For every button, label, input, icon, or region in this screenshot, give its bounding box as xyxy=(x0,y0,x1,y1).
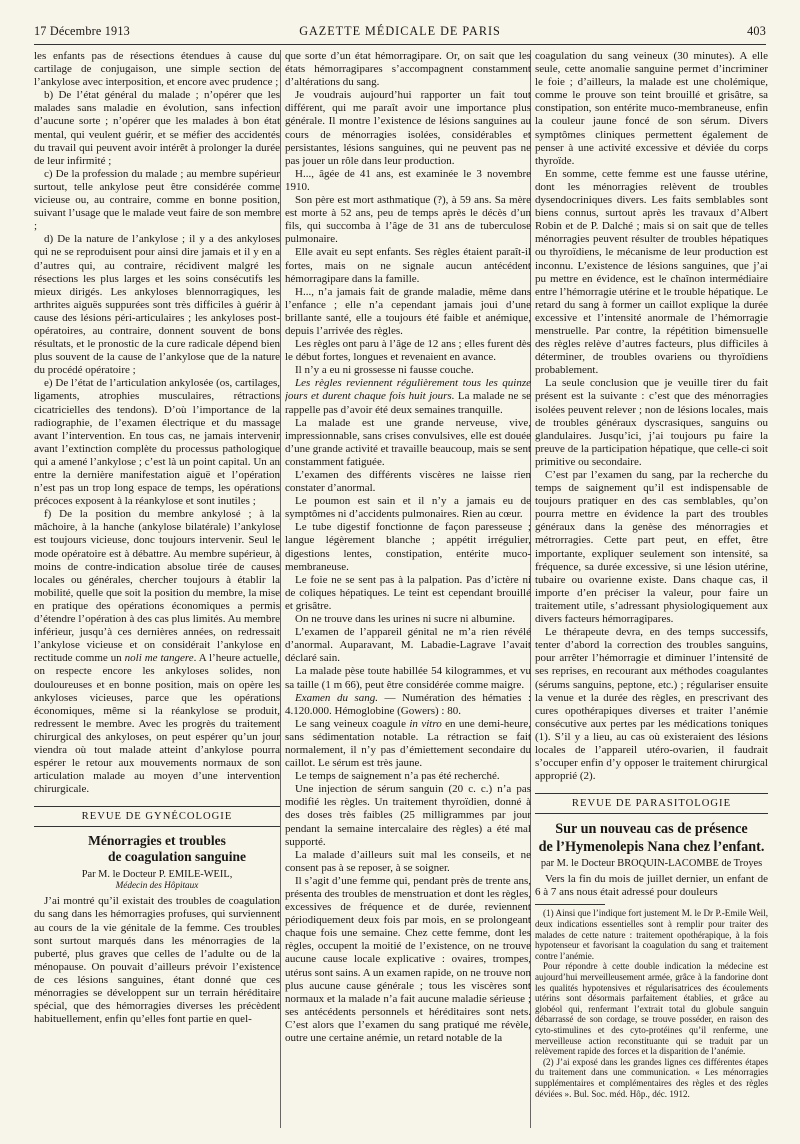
paragraph xyxy=(34,508,280,796)
paragraph: Je voudrais aujourd’hui rapporter un fait tout différent, qui me paraît avoir une importance plus générale. Il montre l’existence de lésions sanguines au cours de ménorragies isolées, considérables et persistantes, lésions sanguines, qui ne peuvent pas ne pas jouer un rôle dans leur production. xyxy=(285,89,531,167)
text-run: en une demi-heure, sans sédimentation notable. La rétraction se fait normalement, il n’y pas d’émiettement secondaire du caillot. Le sérum est très jaune. xyxy=(285,717,531,770)
paragraph: Le poumon est sain et il n’y a jamais eu de symptômes ni d’accidents pulmonaires. Rien au cœur. xyxy=(285,495,531,521)
paragraph: que sorte d’un état hémorragipare. Or, on sait que les états hémorragipares s’accompagnent constamment d’altérations du sang. xyxy=(285,50,531,89)
paragraph: Le temps de saignement n’a pas été recherché. xyxy=(295,770,500,783)
text-run: f) De la position du membre ankylosé ; à la mâchoire, à la hanche (ankylose bilatérale) l’ankylose est toujours vicieuse, donc toujours intervenir. Seul le mode opératoire est à débattre. Au membre supérieur, à moins de contre-indication absolue tirée de causes locales ou générales, chercher toujours à établir la mobilité, quelle que soit la position du membre, la mise en pratique des opérations économiques a permis d’étendre l’opération à des cas plus limités. Au membre inférieur, jusqu’à ces dernières années, on redressait l’ankylose vicieuse et on considérait l’ankylose en rectitude comme un xyxy=(34,508,280,665)
header-journal-title: GAZETTE MÉDICALE DE PARIS xyxy=(299,24,501,38)
paragraph: b) De l’état général du malade ; n’opérer que les malades sans maladie en évolution, sans infection d’aucune sorte ; n’opérer que les malades à bon état mental, qui veulent guérir, et se méfier des accidentés du travail qui peuvent avoir intérêt à prolonger la durée de leur infirmité ; xyxy=(34,89,280,167)
column-divider xyxy=(280,50,281,1128)
paragraph: La seule conclusion que je veuille tirer du fait présent est la suivante : c’est que des ménorragies isolées peuvent relever ; non de lésions locales, mais de troubles généraux dyscrasiques, sanguins ou glandulaires. Jusqu’ici, j’ai toujours pu faire la preuve de la participation hépatique, que celle-ci soit primitive ou secondaire. xyxy=(535,377,768,468)
header-date: 17 Décembre 1913 xyxy=(34,24,130,38)
header-page-number: 403 xyxy=(747,24,766,38)
paragraph: Le thérapeute devra, en des temps successifs, tenter d’abord la correction des troubles sanguins, pour arrêter l’hémorragie et diminuer l’intensité de ses reprises, en recourant aux méthodes coagulantes (sérums sanguins, peptone, etc.) ; régulariser ensuite la venue et la durée des règles, en prescrivant des cures opothérapiques diverses et traiter l’anémie consécutive aux pertes par les médications toniques (1). S’il y a lieu, au cas où existeraient des lésions locales de l’appareil utéro-ovarien, il faudrait s’occuper enfin d’y opposer le traitement chirurgical approprié (2). xyxy=(535,626,768,783)
paragraph: La malade d’ailleurs suit mal les conseils, et ne consent pas à se reposer, à se soigner. xyxy=(285,848,531,874)
article-title: Sur un nouveau cas de présence xyxy=(555,821,748,838)
article-byline: par M. le Docteur BROQUIN-LACOMBE de Troyes xyxy=(540,858,763,870)
article-title: Ménorragies et troubles xyxy=(88,833,226,849)
paragraph: La malade pèse toute habillée 54 kilogrammes, et vu sa taille (1 m 66), peut être considérée comme maigre. xyxy=(285,665,531,691)
paragraph: Une injection de sérum sanguin (20 c. c.) n’a pas modifié les règles. Un traitement thyroïdien, donné à des doses très faibles (25 milligrammes par jour pendant la semaine intercalaire des règles) a été mal supporté. xyxy=(285,783,531,848)
author-affiliation: Médecin des Hôpitaux xyxy=(115,880,199,891)
paragraph: Il s’agit d’une femme qui, pendant près de trente ans, présenta des troubles de menstruation et dont les règles, excessives de fréquence et de durée, reviennent périodiquement deux fois par mois, en se prolongeant chaque fois une semaine. Chez cette femme, dont les règles, occupent la moitié de l’existence, on ne trouve aucune cause locale explicative : ovaires, trompes, utérus sont sains. A un examen rapide, on ne trouve non plus aucune cause générale ; tous les viscères sont normaux et la malade n’a fait aucune maladie sérieuse ; ses antécédents personnels et héréditaires sont nets. C’est alors que l’examen du sang pratiqué me révèle, outre une certaine anémie, un retard notable de la xyxy=(285,874,531,1045)
section-heading-gynecologie: REVUE DE GYNÉCOLOGIE xyxy=(34,806,280,827)
paragraph xyxy=(285,377,531,416)
footnote-rule xyxy=(535,904,605,905)
text-run: La malade ne se rappelle pas d’avoir été deux semaines tranquille. xyxy=(285,390,531,416)
text-run-italic: in vitro xyxy=(409,717,442,730)
paragraph: c) De la profession du malade ; au membre supérieur surtout, telle ankylose peut être considérée comme vicieuse ou, au contraire, comme en bonne position, suivant l’usage que le malade veut faire de son membre ; xyxy=(34,167,280,233)
paragraph: Le tube digestif fonctionne de façon paresseuse ; langue légèrement blanche ; appétit irrégulier, digestions lentes, constipation, entérite muco-membraneuse. xyxy=(285,521,531,573)
paragraph: Son père est mort asthmatique (?), à 59 ans. Sa mère est morte à 52 ans, peu de temps après le décès d’un fils, qui succomba à l’âge de 31 ans de tuberculose pulmonaire. xyxy=(285,194,531,246)
text-run-italic: Les règles reviennent régulièrement tous les quinze jours et durent chaque fois huit jours. xyxy=(285,377,531,403)
paragraph: C’est par l’examen du sang, par la recherche du temps de saignement qu’il est indispensable de toujours pratiquer en des cas semblables, qu’on pourra mettre en évidence la part des troubles généraux dans la genèse des ménorragies et métrorragies. Cette part peut, en effet, être importante, expliquer seulement son intensité, sa fréquence, sa durée excessive, si une lésion utérine, tubaire ou ovarienne existe. Dans chaque cas, il importe d’en préciser la valeur, pour faire un traitement utile, s’adressant physiologiquement aux divers facteurs hémorragipares. xyxy=(535,469,768,626)
paragraph: Il n’y a eu ni grossesse ni fausse couche. xyxy=(295,364,474,377)
paragraph: Vers la fin du mois de juillet dernier, un enfant de 6 à 7 ans nous était adressé pour douleurs xyxy=(535,873,768,899)
paragraph xyxy=(285,692,531,718)
paragraph: H..., n’a jamais fait de grande maladie, même dans l’enfance ; elle n’a cependant jamais joui d’une brillante santé, elle a toujours été faible et anémique, depuis l’arrivée des règles. xyxy=(285,285,531,337)
paragraph: L’examen des différents viscères ne laisse rien constater d’anormal. xyxy=(285,469,531,495)
text-run: Le sang veineux coagule xyxy=(295,717,410,730)
paragraph: les enfants pas de résections étendues à cause du cartilage de conjugaison, une simple section de l’ankylose avec interposition, et encore avec prudence ; xyxy=(34,50,280,89)
paragraph: H..., âgée de 41 ans, est examinée le 3 novembre 1910. xyxy=(285,167,531,193)
paragraph: Elle avait eu sept enfants. Ses règles étaient paraît-il fortes, mais on ne signale aucun antécédent hémorragipare dans la famille. xyxy=(285,246,531,285)
column-middle xyxy=(285,50,531,1128)
paragraph: d) De la nature de l’ankylose ; il y a des ankyloses qui ne se reproduisent pour ainsi dire jamais et il y en a d’autres qui, au contraire, récidivent malgré les résections les plus larges et les soins consécutifs les mieux dirigés. Les ankyloses blennorragiques, les arthrites aiguës suppurées sont très difficiles à guérir à cause des lésions péri-articulaires ; les ankyloses post-opératoires, au contraire, donnent souvent de bons résultats, et le pronostic de la cure radicale dépend bien plus souvent de la cause de l’ankylose que de la nature du procédé opératoire ; xyxy=(34,233,280,377)
article-title-line2: de coagulation sanguine xyxy=(107,849,247,865)
paragraph xyxy=(285,718,531,770)
paragraph: Les règles ont paru à l’âge de 12 ans ; elles furent dès le début fortes, longues et revenaient en avance. xyxy=(285,338,531,364)
footnote-2: (2) J’ai exposé dans les grandes lignes ces différentes étapes du traitement dans une communication. « Les ménorragies supplémentaires et complémentaires des règles et des règles déviées ». Bul. Soc. méd. Hôp., déc. 1912. xyxy=(535,1056,768,1099)
text-run-italic: noli me tangere xyxy=(124,652,194,665)
section-heading-parasitologie: REVUE DE PARASITOLOGIE xyxy=(535,793,768,814)
text-run: . A l’heure actuelle, on respecte encore les ankyloses solides, non douloureuses et en bonne position, mais on opère les ankyloses vicieuses, parce que les opérations économiques, même si la réankylose se produit, redressent le membre. Avec les progrès du traitement chirurgical des ankyloses, on peut espérer qu’un jour viendra où tout malade atteint d’ankylose pourra espérer le retour aux mouvements normaux de son articulation malade au moyen d’une intervention chirurgicale. xyxy=(34,652,280,796)
footnote-1: (1) Ainsi que l’indique fort justement M. le Dr P.-Emile Weil, deux indications essentielles sont à remplir pour traiter des malades de cette nature : traitement opothérapique, à la fois hypotenseur et favorisant la coagulation du sang et traitement contre l’anémie. xyxy=(535,908,768,961)
paragraph: Le foie ne se sent pas à la palpation. Pas d’ictère ni de coliques hépatiques. Le teint est cependant brouillé et grisâtre. xyxy=(285,573,531,612)
paragraph: coagulation du sang veineux (30 minutes). A elle seule, cette anomalie sanguine permet d’incriminer le foie ; d’ailleurs, la malade est une cholémique, comme le prouve son teint brouillé et grisâtre, sa constipation, son entérite muco-membraneuse, enfin la couleur jaune foncé de son sérum. Divers symptômes cliniques permettent également de penser à une activité excessive et déviée du corps thyroïde. xyxy=(535,50,768,167)
paragraph: L’examen de l’appareil génital ne m’a rien révélé d’anormal. Auparavant, M. Labadie-Lagrave l’avait déclaré sain. xyxy=(285,626,531,665)
paragraph: En somme, cette femme est une fausse utérine, dont les ménorragies relèvent de troubles dysendocriniques divers. Les faits semblables sont biens connus, surtout après les travaux d’Albert Robin et de P. Dalché ; mais si on sait que de telles ménorragies peuvent résulter de troubles hépatiques ou thyroïdiens, le mécanisme de leur production est inconnu. L’existence de lésions sanguines, que j’ai pu mettre en évidence, est le chaînon intermédiaire entre l’hémorragie utérine et le trouble hépatique. Le retard du sang à former un caillot explique la durée excessive et l’intensité anormale de l’hémorragie menstruelle. Par contre, la répétition bimensuelle des règles relève d’autres facteurs, plus difficiles à déterminer, de troubles ovariens ou thyroïdiens probablement. xyxy=(535,167,768,377)
paragraph: e) De l’état de l’articulation ankylosée (os, cartilages, ligaments, atrophies musculaires, rétractions cicatricielles des tendons). D’où l’importance de la radiographie, de l’examen électrique et du massage avant l’intervention. En tous cas, ne jamais intervenir avant l’extinction complète du processus pathologique qui a amené l’ankylose ; c’est là un point capital. Un an entre la dernière manifestation aiguë et l’opération n’est pas un trop long espace de temps, les opérations précoces exposent à la réankylose et sont inutiles ; xyxy=(34,377,280,508)
header-rule xyxy=(34,44,766,45)
article-byline: Par M. le Docteur P. EMILE-WEIL, xyxy=(81,869,233,881)
footnote-1-continued: Pour répondre à cette double indication la médecine est aujourd’hui merveilleusement armée, grâce à la fandorine dont les qualités hypotensives et régularisatrices des écoulements utérins sont désormais parfaitement établies, et grâce au globéol qui, renfermant l’extrait total du globule sanguin débarrassé de son cordage, se trouve posséder, en raison des cyto-stimulines et des cyto-protéines qu’il renferme, une merveilleuse action reconstituante qui se traduit par un relèvement rapide des forces et la disparition de l’anémie. xyxy=(535,961,768,1057)
text-run: — Numération des hématies : 4.120.000. Hémoglobine (Gowers) : 80. xyxy=(285,691,531,717)
paragraph: On ne trouve dans les urines ni sucre ni albumine. xyxy=(295,613,515,626)
column-left xyxy=(34,50,280,1128)
article-title-line2: de l’Hymenolepis Nana chez l’enfant. xyxy=(538,839,765,856)
text-run-italic: Examen du sang. xyxy=(295,691,379,704)
column-right xyxy=(535,50,768,1128)
paragraph: La malade est une grande nerveuse, vive, impressionnable, sans crises convulsives, elle est douée d’une grande activité et travaille beaucoup, mais se sent constamment fatiguée. xyxy=(285,416,531,468)
paragraph: J’ai montré qu’il existait des troubles de coagulation du sang dans les hémorragies profuses, qui surviennent au cours de la vie génitale de la femme. Ces troubles sont surtout marqués dans les ménorragies de la puberté, plus graves que celles de l’adulte ou de la ménopause. On pouvait d’ailleurs prévoir l’existence de ces lésions sanguines, étant donné que ces ménorragies se développent sur un terrain héréditaire spécial, que des hémorragies diverses les précèdent habituellement, enfin qu’elles font partie en quel- xyxy=(34,895,280,1026)
